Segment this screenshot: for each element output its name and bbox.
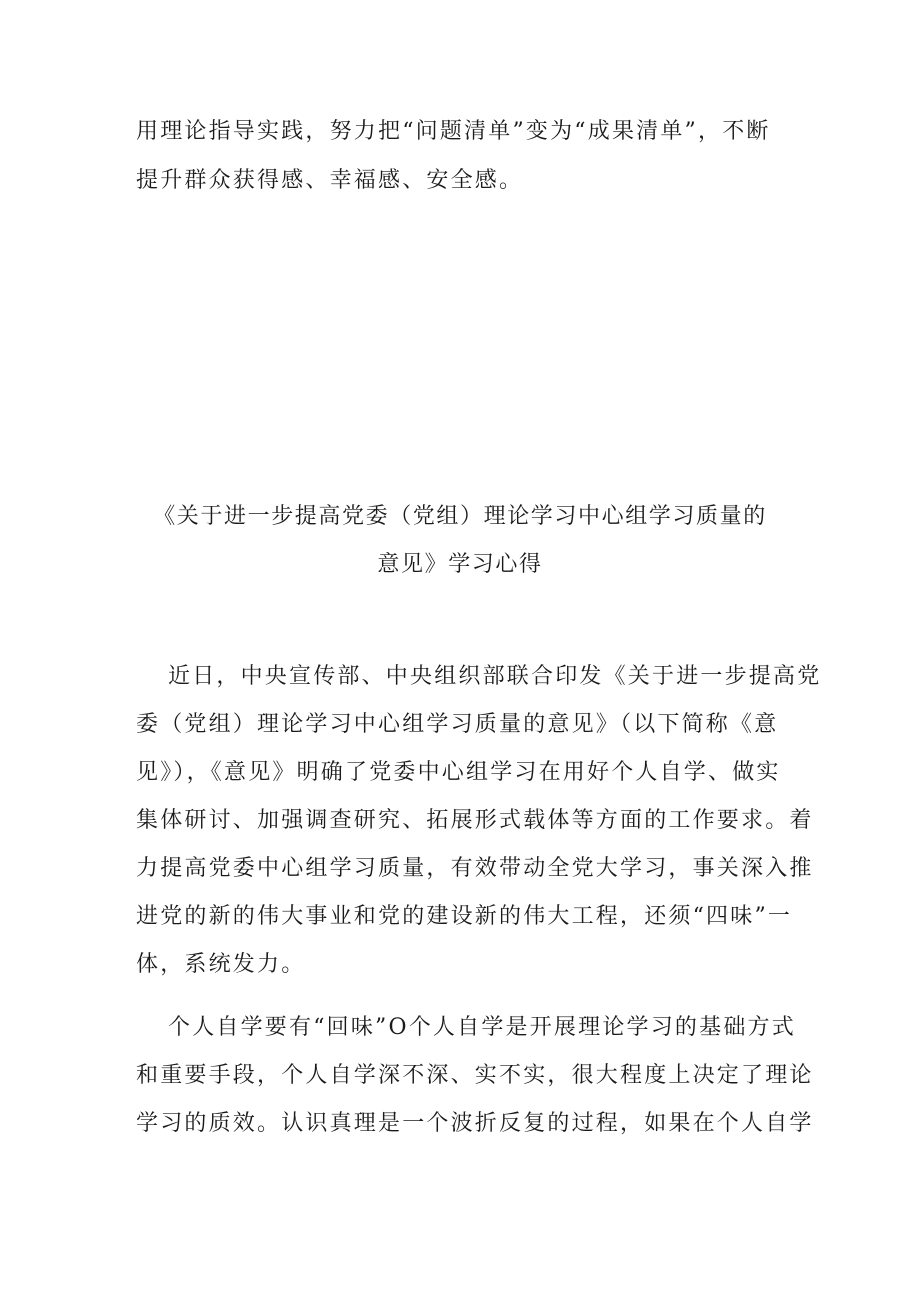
paragraph-1-line-3: 见》），《意见》明确了党委中心组学习在用好个人自学、做实 <box>136 760 781 785</box>
paragraph-1-line-6: 进党的新的伟大事业和党的建设新的伟大工程，还须“四味”一 <box>136 904 793 929</box>
paragraph-1-line-2: 委（党组）理论学习中心组学习质量的意见》（以下简称《意 <box>136 712 779 737</box>
paragraph-1-line-4: 集体研讨、加强调查研究、拓展形式载体等方面的工作要求。着 <box>136 808 814 833</box>
document-title-line-1: 《关于进一步提高党委（党组）理论学习中心组学习质量的 <box>153 504 767 529</box>
fragment-line-2: 提升群众获得感、幸福感、安全感。 <box>136 168 524 193</box>
paragraph-1-line-1: 近日，中央宣传部、中央组织部联合印发《关于进一步提高党 <box>168 664 822 689</box>
paragraph-2-line-1: 个人自学要有“回味”O个人自学是开展理论学习的基础方式 <box>168 1015 796 1040</box>
paragraph-2-line-2: 和重要手段，个人自学深不深、实不实，很大程度上决定了理论 <box>136 1063 814 1088</box>
document-title-line-2: 意见》学习心得 <box>377 552 543 577</box>
paragraph-1-line-5: 力提高党委中心组学习质量，有效带动全党大学习，事关深入推 <box>136 856 814 881</box>
paragraph-1-line-7: 体，系统发力。 <box>136 952 306 977</box>
paragraph-2-line-3: 学习的质效。认识真理是一个波折反复的过程，如果在个人自学 <box>136 1111 814 1136</box>
fragment-line-1: 用理论指导实践，努力把“问题清单”变为“成果清单”，不断 <box>136 119 771 144</box>
